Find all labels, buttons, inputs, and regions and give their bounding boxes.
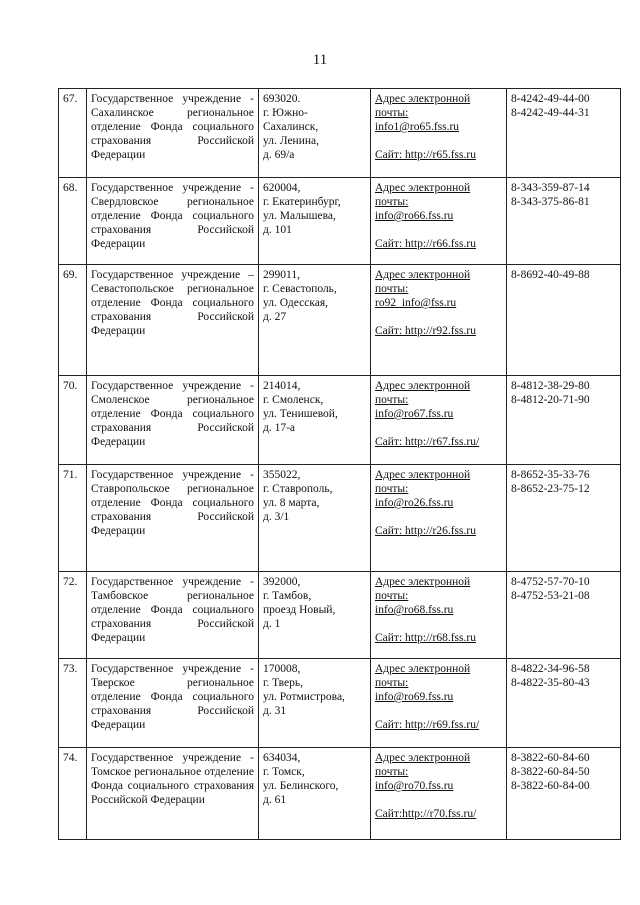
phone-number: 8-4242-49-44-31	[511, 107, 590, 119]
address-line: ул. Белинского,	[263, 780, 339, 792]
phone-number: 8-4812-38-29-80	[511, 380, 590, 392]
table-row	[59, 465, 621, 572]
email-label: Адрес электронной почты:	[375, 663, 471, 689]
website-link[interactable]: Сайт: http://r26.fss.ru	[375, 525, 476, 537]
row-number: 67.	[59, 89, 87, 178]
row-number: 72.	[59, 572, 87, 659]
contacts-cell	[371, 89, 507, 178]
phone-number: 8-4822-35-80-43	[511, 677, 590, 689]
address-line: г. Тверь,	[263, 677, 303, 689]
table-row	[59, 265, 621, 376]
address-line: Сахалинск,	[263, 121, 319, 133]
address-line: д. 1	[263, 618, 281, 630]
website-link[interactable]: Сайт: http://r66.fss.ru	[375, 238, 476, 250]
email-label: Адрес электронной почты:	[375, 380, 471, 406]
table-row	[59, 659, 621, 748]
address-line: 299011,	[263, 269, 300, 281]
contacts-cell	[371, 376, 507, 465]
postal-address	[259, 178, 371, 265]
phone-numbers	[507, 659, 621, 748]
page-number: 11	[312, 52, 328, 68]
address-line: г. Екатеринбург,	[263, 196, 341, 208]
phone-number: 8-3822-60-84-00	[511, 780, 590, 792]
address-line: ул. Одесская,	[263, 297, 329, 309]
website-link[interactable]: Сайт: http://r67.fss.ru/	[375, 436, 480, 448]
institution-name: Государственное учреждение - Тамбовское региональное отделение Фонда социального страхования Российской Федерации	[87, 572, 259, 659]
address-line: ул. Ротмистрова,	[263, 691, 345, 703]
address-line: 170008,	[263, 663, 301, 675]
table-row	[59, 572, 621, 659]
website-link[interactable]: Сайт: http://r68.fss.ru	[375, 632, 476, 644]
institution-name: Государственное учреждение - Тверское региональное отделение Фонда социального страхования Российской Федерации	[87, 659, 259, 748]
email-label: Адрес электронной почты:	[375, 752, 471, 778]
email-link[interactable]: info@ro68.fss.ru	[375, 604, 454, 616]
address-line: г. Тамбов,	[263, 590, 312, 602]
email-label: Адрес электронной почты:	[375, 93, 471, 119]
institution-name: Государственное учреждение - Свердловское региональное отделение Фонда социального страхования Российской Федерации	[87, 178, 259, 265]
email-link[interactable]: info@ro26.fss.ru	[375, 497, 454, 509]
address-line: г. Смоленск,	[263, 394, 324, 406]
address-line: д. 3/1	[263, 511, 290, 523]
website-link[interactable]: Сайт: http://r69.fss.ru/	[375, 719, 480, 731]
address-line: г. Севастополь,	[263, 283, 337, 295]
email-label: Адрес электронной почты:	[375, 269, 471, 295]
phone-number: 8-3822-60-84-50	[511, 766, 590, 778]
address-line: ул. Тенишевой,	[263, 408, 338, 420]
phone-numbers	[507, 572, 621, 659]
address-line: 693020.	[263, 93, 301, 105]
phone-numbers	[507, 376, 621, 465]
row-number: 69.	[59, 265, 87, 376]
address-line: проезд Новый,	[263, 604, 336, 616]
address-line: ул. 8 марта,	[263, 497, 320, 509]
contacts-cell	[371, 748, 507, 840]
address-line: г. Южно-	[263, 107, 308, 119]
institution-name: Государственное учреждение – Севастопольское региональное отделение Фонда социального страхования Российской Федерации	[87, 265, 259, 376]
phone-number: 8-343-375-86-81	[511, 196, 590, 208]
contacts-cell	[371, 465, 507, 572]
phone-number: 8-4752-53-21-08	[511, 590, 590, 602]
email-link[interactable]: info@ro67.fss.ru	[375, 408, 454, 420]
email-link[interactable]: ro92_info@fss.ru	[375, 297, 457, 309]
institution-name: Государственное учреждение - Ставропольское региональное отделение Фонда социального страхования Российской Федерации	[87, 465, 259, 572]
postal-address	[259, 265, 371, 376]
fss-offices-table	[58, 88, 621, 840]
address-line: д. 69/а	[263, 149, 295, 161]
phone-number: 8-8692-40-49-88	[511, 269, 590, 281]
institution-name: Государственное учреждение - Томское региональное отделение Фонда социального страхования Российской Федерации	[87, 748, 259, 840]
phone-number: 8-4822-34-96-58	[511, 663, 590, 675]
phone-number: 8-4812-20-71-90	[511, 394, 590, 406]
phone-numbers	[507, 465, 621, 572]
contacts-cell	[371, 178, 507, 265]
postal-address	[259, 659, 371, 748]
address-line: ул. Малышева,	[263, 210, 336, 222]
postal-address	[259, 748, 371, 840]
email-link[interactable]: info1@ro65.fss.ru	[375, 121, 460, 133]
email-link[interactable]: info@ro70.fss.ru	[375, 780, 454, 792]
row-number: 70.	[59, 376, 87, 465]
postal-address	[259, 376, 371, 465]
table-row	[59, 748, 621, 840]
contacts-cell	[371, 265, 507, 376]
email-link[interactable]: info@ro66.fss.ru	[375, 210, 454, 222]
phone-numbers	[507, 178, 621, 265]
table-row	[59, 178, 621, 265]
email-label: Адрес электронной почты:	[375, 182, 471, 208]
address-line: 355022,	[263, 469, 301, 481]
email-label: Адрес электронной почты:	[375, 576, 471, 602]
postal-address	[259, 465, 371, 572]
institution-name: Государственное учреждение - Сахалинское региональное отделение Фонда социального страхования Российской Федерации	[87, 89, 259, 178]
row-number: 74.	[59, 748, 87, 840]
address-line: 620004,	[263, 182, 301, 194]
phone-number: 8-3822-60-84-60	[511, 752, 590, 764]
phone-numbers	[507, 265, 621, 376]
row-number: 68.	[59, 178, 87, 265]
phone-number: 8-343-359-87-14	[511, 182, 590, 194]
address-line: 392000,	[263, 576, 301, 588]
website-link[interactable]: Сайт: http://r92.fss.ru	[375, 325, 476, 337]
table-row	[59, 376, 621, 465]
address-line: д. 61	[263, 794, 287, 806]
postal-address	[259, 572, 371, 659]
row-number: 71.	[59, 465, 87, 572]
email-link[interactable]: info@ro69.fss.ru	[375, 691, 454, 703]
address-line: 214014,	[263, 380, 301, 392]
address-line: д. 31	[263, 705, 287, 717]
address-line: д. 101	[263, 224, 292, 236]
institution-name: Государственное учреждение - Смоленское региональное отделение Фонда социального страхования Российской Федерации	[87, 376, 259, 465]
phone-number: 8-8652-23-75-12	[511, 483, 590, 495]
website-link[interactable]: Сайт: http://r65.fss.ru	[375, 149, 476, 161]
table-row	[59, 89, 621, 178]
address-line: 634034,	[263, 752, 301, 764]
postal-address	[259, 89, 371, 178]
address-line: г. Томск,	[263, 766, 305, 778]
row-number: 73.	[59, 659, 87, 748]
phone-numbers	[507, 89, 621, 178]
contacts-cell	[371, 572, 507, 659]
phone-number: 8-4242-49-44-00	[511, 93, 590, 105]
address-line: г. Ставрополь,	[263, 483, 333, 495]
contacts-cell	[371, 659, 507, 748]
address-line: д. 27	[263, 311, 287, 323]
email-label: Адрес электронной почты:	[375, 469, 471, 495]
website-link[interactable]: Сайт:http://r70.fss.ru/	[375, 808, 477, 820]
phone-numbers	[507, 748, 621, 840]
address-line: ул. Ленина,	[263, 135, 320, 147]
phone-number: 8-8652-35-33-76	[511, 469, 590, 481]
phone-number: 8-4752-57-70-10	[511, 576, 590, 588]
address-line: д. 17-а	[263, 422, 296, 434]
